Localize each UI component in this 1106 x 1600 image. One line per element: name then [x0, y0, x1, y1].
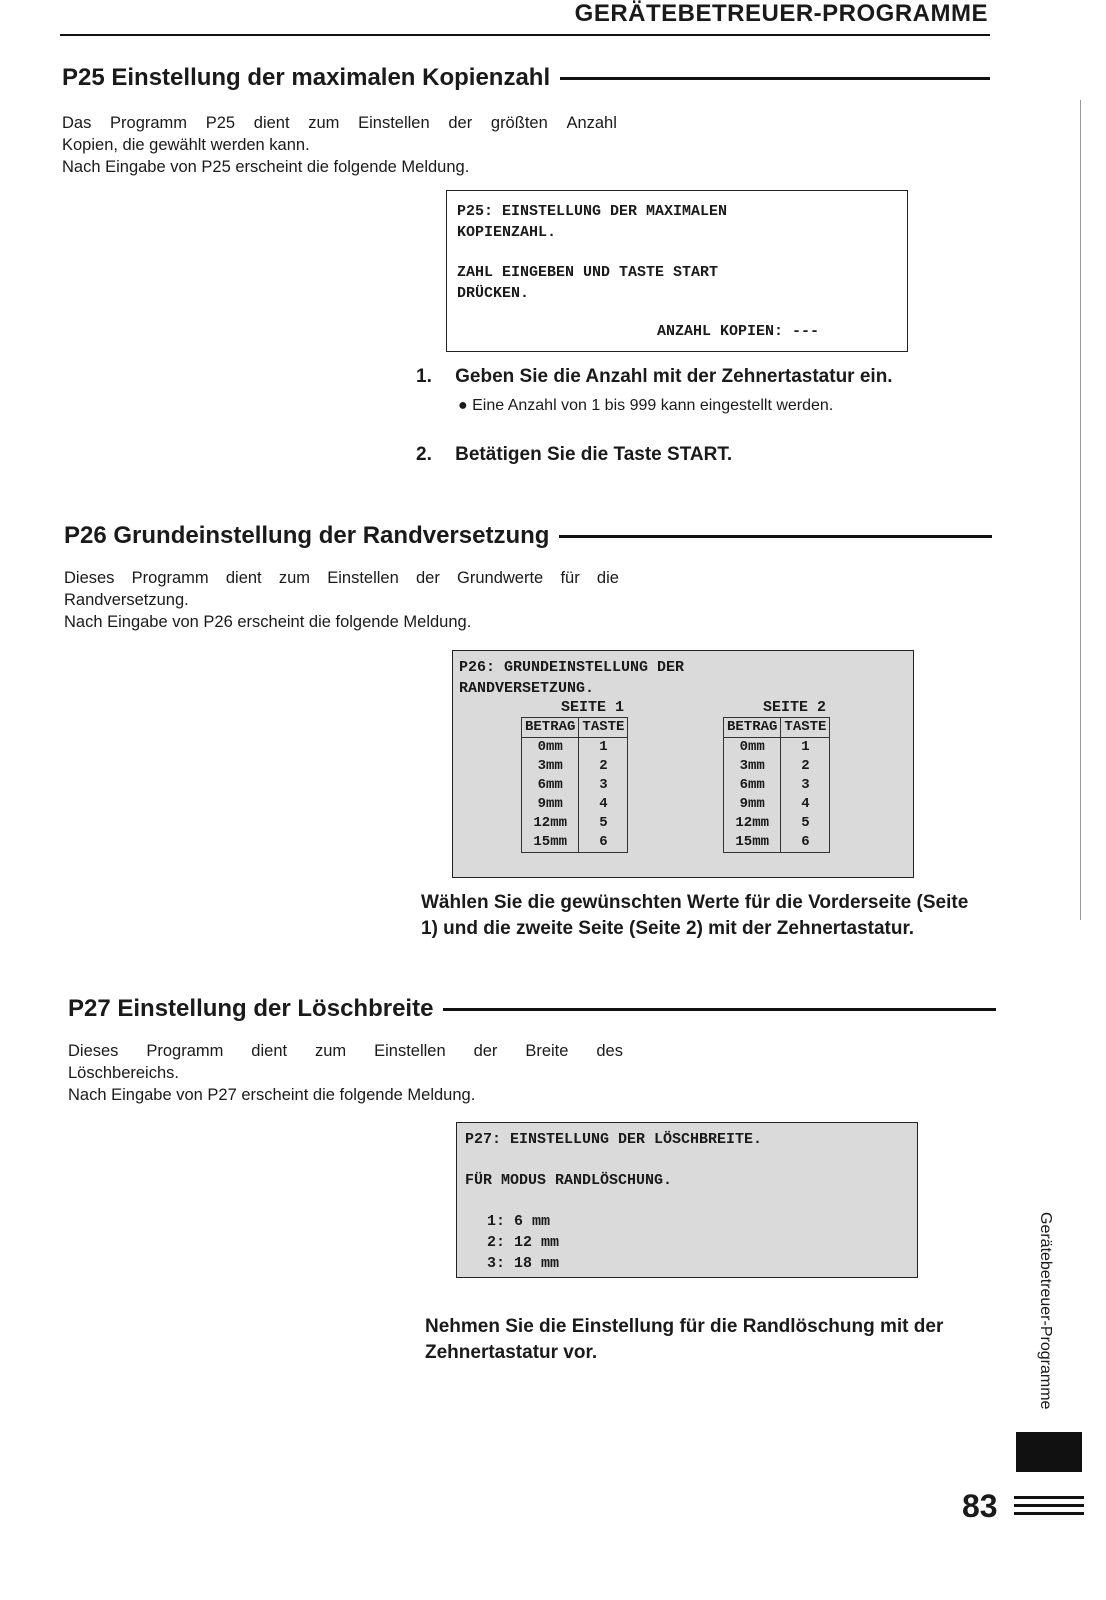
p25-step1-bullet-text: Eine Anzahl von 1 bis 999 kann eingestellt werden. [472, 397, 834, 414]
p27-para-word: des [596, 1042, 623, 1060]
table-row [724, 833, 830, 853]
p25-display-line4: DRÜCKEN. [457, 285, 530, 302]
p25-para-line2: Kopien, die gewählt werden kann. [62, 136, 310, 154]
p26-instruction [421, 890, 1001, 942]
table-row [724, 795, 830, 814]
taste-cell: 4 [579, 795, 628, 814]
p27-display-line2: FÜR MODUS RANDLÖSCHUNG. [465, 1172, 673, 1189]
table-row [724, 814, 830, 833]
table-row [724, 757, 830, 776]
betrag-cell: 6mm [522, 776, 579, 795]
p27-instruction-line2: Zehnertastatur vor. [425, 1342, 598, 1363]
p25-para-word: Einstellen [358, 114, 430, 132]
page-header [60, 0, 990, 36]
p27-instruction [425, 1314, 1005, 1366]
p26-display-line2: RANDVERSETZUNG. [459, 680, 595, 697]
p26-table-side2 [723, 717, 830, 853]
table-header-taste: TASTE [781, 718, 830, 738]
p25-step1-bullet [458, 397, 833, 415]
p25-step2-text: Betätigen Sie die Taste START. [455, 444, 733, 465]
p26-para-word: der [415, 569, 440, 587]
page-number-rule [1014, 1496, 1084, 1520]
taste-cell: 5 [579, 814, 628, 833]
betrag-cell: 0mm [724, 738, 781, 758]
p25-display-panel [446, 190, 908, 352]
p25-heading-text: P25 Einstellung der maximalen Kopienzahl [62, 64, 551, 91]
p27-para-line1 [68, 1040, 623, 1062]
table-row [522, 833, 628, 853]
bullet-icon: ● [458, 397, 468, 414]
p26-para-word: dient [225, 569, 262, 587]
p26-para-word: Grundwerte [457, 569, 544, 587]
taste-cell: 2 [781, 757, 830, 776]
taste-cell: 1 [781, 738, 830, 758]
p25-paragraph [62, 112, 617, 178]
taste-cell: 2 [579, 757, 628, 776]
table-header-taste: TASTE [579, 718, 628, 738]
p26-para-word: Programm [131, 569, 209, 587]
betrag-cell: 15mm [522, 833, 579, 853]
p25-para-line1 [62, 112, 617, 134]
p25-para-word: dient [253, 114, 290, 132]
table-header-betrag: BETRAG [724, 718, 781, 738]
p26-table-side1 [521, 717, 628, 853]
taste-cell: 3 [579, 776, 628, 795]
table-row [522, 776, 628, 795]
p26-display-panel [452, 650, 914, 878]
p25-display-count: ANZAHL KOPIEN: --- [657, 323, 820, 340]
betrag-cell: 6mm [724, 776, 781, 795]
p27-option-2: 2: 12 mm [487, 1234, 560, 1251]
p26-para-word: für [560, 569, 580, 587]
p25-step1 [416, 366, 893, 388]
p26-instruction-line2: 1) und die zweite Seite (Seite 2) mit der Zehnertastatur. [421, 918, 915, 939]
taste-cell: 6 [781, 833, 830, 853]
side-tab-label: Gerätebetreuer-Programme [1037, 1212, 1054, 1410]
p26-table-side1-body [522, 738, 628, 853]
taste-cell: 4 [781, 795, 830, 814]
p26-heading-rule [559, 535, 992, 538]
side-tab [1024, 1212, 1064, 1422]
p26-para-word: zum [278, 569, 311, 587]
taste-cell: 5 [781, 814, 830, 833]
p25-display-line1: P25: EINSTELLUNG DER MAXIMALEN [457, 203, 728, 220]
betrag-cell: 15mm [724, 833, 781, 853]
p25-step1-number: 1. [416, 366, 432, 387]
betrag-cell: 9mm [522, 795, 579, 814]
p25-para-word: zum [308, 114, 340, 132]
p26-para-line1 [64, 567, 619, 589]
betrag-cell: 3mm [724, 757, 781, 776]
p25-para-word: Anzahl [566, 114, 617, 132]
p25-para-word: Programm [110, 114, 188, 132]
p26-paragraph [64, 567, 619, 633]
p25-para-line3: Nach Eingabe von P25 erscheint die folgende Meldung. [62, 158, 470, 176]
betrag-cell: 0mm [522, 738, 579, 758]
p27-paragraph [68, 1040, 623, 1106]
p25-para-word: P25 [205, 114, 236, 132]
betrag-cell: 3mm [522, 757, 579, 776]
table-row [724, 776, 830, 795]
p27-para-word: Dieses [68, 1042, 119, 1060]
table-row [522, 795, 628, 814]
table-row [522, 757, 628, 776]
p26-para-word: Dieses [64, 569, 115, 587]
p25-para-word: der [448, 114, 473, 132]
p25-step2 [416, 444, 732, 466]
p27-heading-text: P27 Einstellung der Löschbreite [68, 995, 434, 1022]
p26-heading [64, 522, 992, 550]
table-row [522, 738, 628, 758]
taste-cell: 3 [781, 776, 830, 795]
p27-para-word: zum [315, 1042, 347, 1060]
p26-para-word: Einstellen [327, 569, 399, 587]
p26-display-line1: P26: GRUNDEINSTELLUNG DER [459, 659, 685, 676]
betrag-cell: 12mm [522, 814, 579, 833]
p25-display-line2: KOPIENZAHL. [457, 224, 557, 241]
table-row [522, 814, 628, 833]
p25-para-word: Das [62, 114, 92, 132]
betrag-cell: 12mm [724, 814, 781, 833]
taste-cell: 6 [579, 833, 628, 853]
p26-para-line3: Nach Eingabe von P26 erscheint die folgende Meldung. [64, 613, 472, 631]
p26-heading-text: P26 Grundeinstellung der Randversetzung [64, 522, 550, 549]
p25-display-line3: ZAHL EINGEBEN UND TASTE START [457, 264, 719, 281]
p27-para-line2: Löschbereichs. [68, 1064, 179, 1082]
side-tab-marker [1016, 1432, 1082, 1472]
p27-heading [68, 995, 996, 1023]
p26-para-word: die [596, 569, 619, 587]
p27-para-line3: Nach Eingabe von P27 erscheint die folgende Meldung. [68, 1086, 476, 1104]
p26-side1-label: SEITE 1 [561, 699, 625, 716]
page-header-title: GERÄTEBETREUER-PROGRAMME [574, 0, 988, 27]
p25-heading-rule [560, 77, 990, 80]
p27-para-word: Einstellen [374, 1042, 446, 1060]
p25-heading [62, 64, 990, 92]
p27-para-word: Breite [525, 1042, 569, 1060]
p27-para-word: dient [251, 1042, 288, 1060]
p26-table-side2-body [724, 738, 830, 853]
p26-side2-label: SEITE 2 [763, 699, 827, 716]
p27-option-1: 1: 6 mm [487, 1213, 551, 1230]
table-header-betrag: BETRAG [522, 718, 579, 738]
p26-instruction-line1: Wählen Sie die gewünschten Werte für die Vorderseite (Seite [421, 892, 969, 913]
p27-instruction-line1: Nehmen Sie die Einstellung für die Randlöschung mit der [425, 1316, 944, 1337]
p27-option-3: 3: 18 mm [487, 1255, 560, 1272]
betrag-cell: 9mm [724, 795, 781, 814]
p26-para-line2: Randversetzung. [64, 591, 189, 609]
p27-para-word: Programm [146, 1042, 224, 1060]
p25-step1-text: Geben Sie die Anzahl mit der Zehnertastatur ein. [455, 366, 893, 387]
page-number: 83 [962, 1488, 998, 1524]
p27-para-word: der [473, 1042, 498, 1060]
p27-display-panel [456, 1122, 918, 1278]
p27-heading-rule [443, 1008, 996, 1011]
p27-display-line1: P27: EINSTELLUNG DER LÖSCHBREITE. [465, 1131, 763, 1148]
p25-step2-number: 2. [416, 444, 432, 465]
table-row [724, 738, 830, 758]
page-edge-line [1080, 100, 1081, 920]
p25-para-word: größten [490, 114, 548, 132]
taste-cell: 1 [579, 738, 628, 758]
